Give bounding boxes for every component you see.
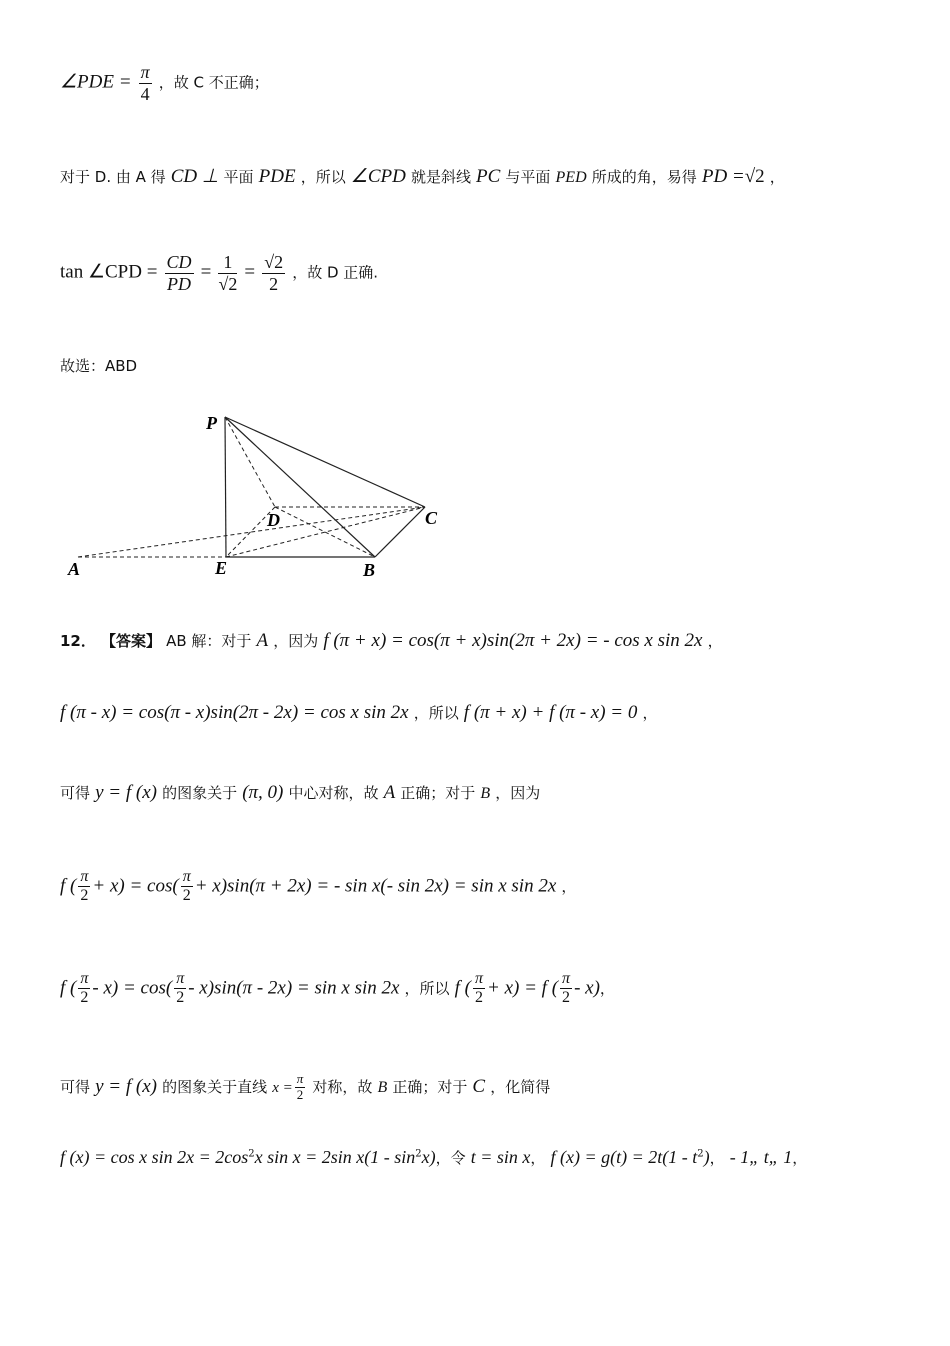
edge-bc [375, 507, 425, 557]
label-p: P [206, 413, 217, 433]
pyramid-figure [60, 405, 460, 590]
label-e: E [215, 558, 228, 578]
line-7: 可得 y = f (x) 的图象关于 (π, 0) 中心对称，故 A 正确；对于 B ，因为 [60, 782, 541, 803]
edge-pc [225, 417, 425, 507]
angle-pde: ∠PDE = [60, 71, 132, 93]
line-3: tan ∠CPD = $\frac{CD}{PD}$ = $\frac{1}{√2}$ = $\frac{√2}{2}$ ，故 D 正确. [60, 252, 379, 294]
line-11: f (x) = cos x $\sin 2x = 2\cos^2x$ sin x = 2sin $x(1 - \sin^2x)$，令 t = sin x， f $(x) = g(t) = 2t(1 - t^2)$， - 1„ t„ 1， [60, 1147, 808, 1167]
label-d: D [267, 510, 280, 530]
label-b: B [363, 560, 376, 580]
line-6: f (π - x) = cos(π - x)sin(2π - 2x) = cos x sin 2x ，所以 f (π + x) + f (π - x) = 0 ， [60, 702, 658, 723]
label-c: C [425, 508, 438, 528]
edge-pd [225, 417, 275, 507]
label-a: A [68, 559, 81, 579]
line-2: 对于 D. 由 A 得 CD ⊥ 平面 PDE ，所以 ∠CPD 就是斜线 PC 与平面 PED 所成的角，易得 PD =√2 ， [60, 166, 785, 187]
line-5: 12． 【答案】 AB 解：对于 A ，因为 f (π + x) = cos(π + x)sin(2π + 2x) = - cos x sin 2x ， [60, 630, 723, 651]
fraction-pi-4: $\frac{\pi}{4}$ [140, 62, 150, 104]
line-10: 可得 y = f (x) 的图象关于直线 x = $\frac{\pi}{2}$ 对称，故 B 正确；对于 C ，化简得 [60, 1071, 551, 1102]
edge-db [275, 507, 375, 557]
conclusion-c: ，故 C 不正确； [158, 73, 269, 92]
fraction-sqrt2-2: $\frac{√2}{2}$ [264, 252, 284, 294]
fraction-cd-pd: $\frac{CD}{PD}$ [166, 252, 192, 294]
line-1 [60, 62, 269, 104]
line-9: f ( $\frac{\pi}{2}$ - x) = cos( $\frac{\pi}{2}$ - x)sin(π - 2x) = sin x sin 2x ，所以 f ( $\frac{\pi}{2}$ + x) = f ( $\frac{\pi}{2}$ - x)， [60, 970, 615, 1007]
answer-line: 故选：ABD [60, 357, 138, 375]
fraction-1-sqrt2: $\frac{1}{√2}$ [218, 252, 238, 294]
edge-ac [78, 507, 425, 557]
edge-pb [225, 417, 375, 557]
line-8: f ( $\frac{\pi}{2}$ + x) = cos( $\frac{\pi}{2}$ + x)sin(π + 2x) = - sin x(- sin 2x) = sin x sin 2x ， [60, 868, 577, 905]
answer-tag: 【答案】 [100, 632, 161, 650]
question-number: 12． [60, 632, 96, 650]
